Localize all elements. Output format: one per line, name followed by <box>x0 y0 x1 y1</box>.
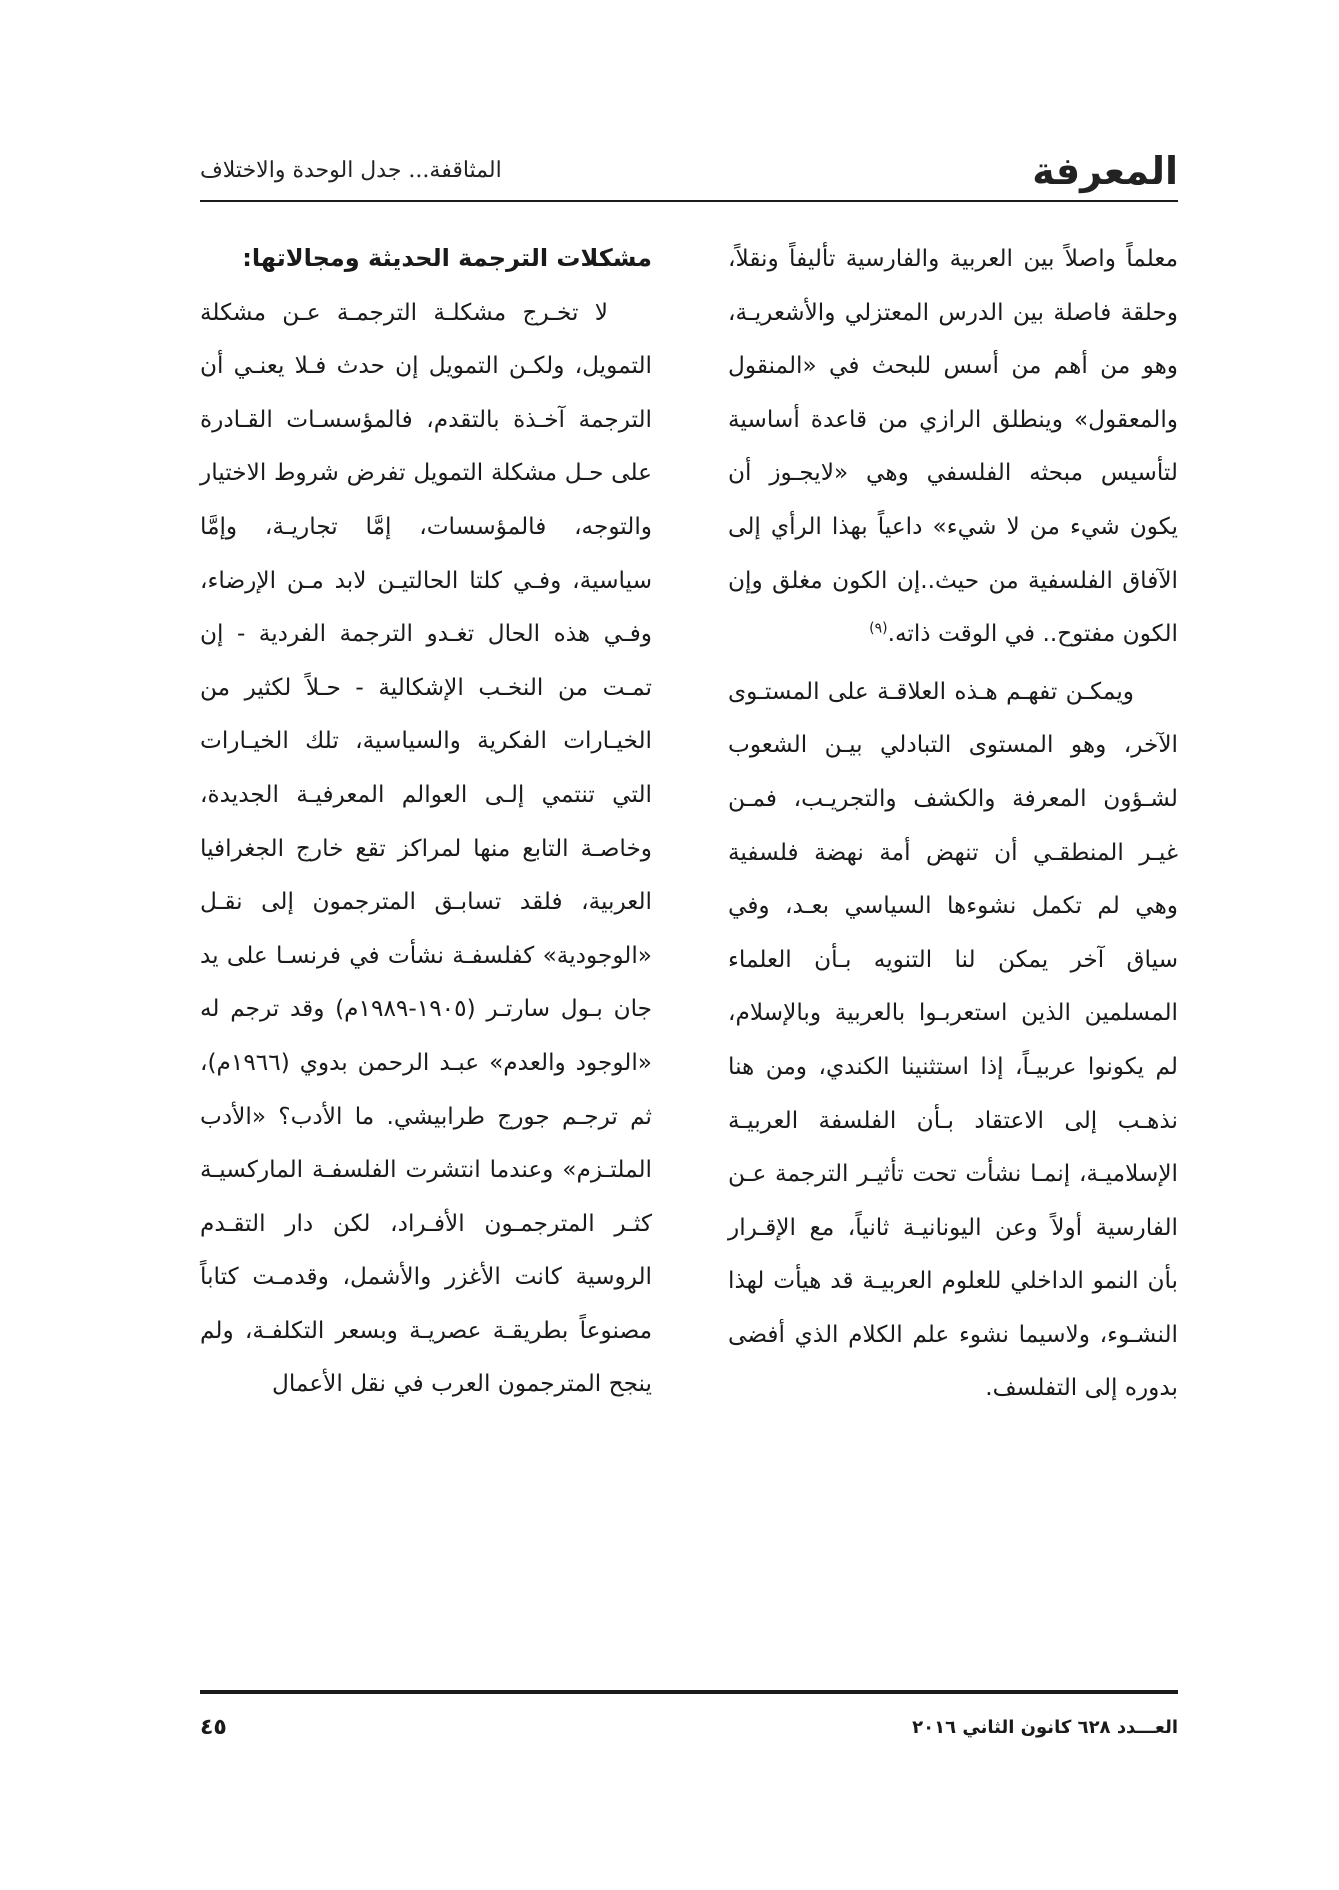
column-gutter <box>669 232 670 1672</box>
paragraph-text: معلماً واصلاً بين العربية والفارسية تأليفاً ونقلاً، وحلقة فاصلة بين الدرس المعتزلي والأشعريـة، وهو من أهم من أسس للبحث في «المنقول والمعقول» وينطلق الرازي من قاعدة أساسية لتأسيس مبحثه الفلسفي وهي «لايجـوز أن يكون شيء من لا شيء» داعياً بهذا الرأي إلى الآفاق الفلسفية من حيث..إن الكون مغلق وإن الكون مفتوح.. في الوقت ذاته. <box>728 245 1178 648</box>
magazine-logo: المعرفة <box>1032 149 1178 193</box>
page-number: ٤٥ <box>200 1715 227 1740</box>
footnote-reference: (٩) <box>869 620 888 637</box>
footer-divider <box>200 1690 1178 1694</box>
right-column <box>728 232 1178 1415</box>
running-title: المثاقفة... جدل الوحدة والاختلاف <box>200 158 502 183</box>
page-footer <box>200 1710 1178 1750</box>
paragraph: ويمكـن تفهـم هـذه العلاقـة على المستـوى الآخر، وهو المستوى التبادلي بيـن الشعوب لشـؤون المعرفة والكشف والتجريـب، فمـن غيـر المنطقـي أن تنهض أمة نهضة فلسفية وهي لم تكمل نشوءها السياسي بعـد، وفي سياق آخر يمكن لنا التنويه بـأن العلماء المسلمين الذين استعربـوا بالعربية وبالإسلام، لم يكونوا عربيـاً، إذا استثنينا الكندي، ومن هنا نذهـب إلى الاعتقاد بـأن الفلسفة العربيـة الإسلاميـة، إنمـا نشأت تحت تأثيـر الترجمة عـن الفارسية أولاً وعن اليونانيـة ثانياً، مع الإقـرار بأن النمو الداخلي للعلوم العربيـة قد هيأت لهذا النشـوء، ولاسيما نشوء علم الكلام الذي أفضى بدوره إلى التفلسف. <box>728 677 1178 1402</box>
section-heading: مشكلات الترجمة الحديثة ومجالاتها: <box>242 244 652 272</box>
left-column <box>200 232 652 1411</box>
page-header <box>200 148 1178 198</box>
issue-info: العـــدد ٦٢٨ كانون الثاني ٢٠١٦ <box>912 1717 1178 1738</box>
header-divider <box>200 200 1178 202</box>
paragraph <box>728 232 1178 661</box>
paragraph: لا تخـرج مشكلـة الترجمـة عـن مشكلة التمويل، ولكـن التمويل إن حدث فـلا يعنـي أن الترجمة آخـذة بالتقدم، فالمؤسسـات القـادرة على حـل مشكلة التمويل تفرض شروط الاختيار والتوجه، فالمؤسسات، إمَّا تجاريـة، وإمَّا سياسية، وفـي كلتا الحالتيـن لابد مـن الإرضاء، وفـي هذه الحال تغـدو الترجمة الفردية - إن تمـت من النخـب الإشكالية - حـلاً لكثير من الخيـارات الفكرية والسياسية، تلك الخيـارات التي تنتمي إلـى العوالم المعرفيـة الجديدة، وخاصـة التابع منها لمراكز تقع خارج الجغرافيا العربية، فلقد تسابـق المترجمون إلى نقـل «الوجودية» كفلسفـة نشأت في فرنسـا على يد جان بـول سارتـر (١٩٠٥-١٩٨٩م) وقد ترجم له «الوجود والعدم» عبـد الرحمن بدوي (١٩٦٦م)، ثم ترجـم جورج طرابيشي. ما الأدب؟ «الأدب الملتـزم» وعندما انتشرت الفلسفـة الماركسيـة كثـر المترجمـون الأفـراد، لكن دار التقـدم الروسية كانت الأغزر والأشمل، وقدمـت كتاباً مصنوعاً بطريقـة عصريـة وبسعر التكلفـة، ولم ينجح المترجمون العرب في نقل الأعمال <box>200 298 652 1398</box>
